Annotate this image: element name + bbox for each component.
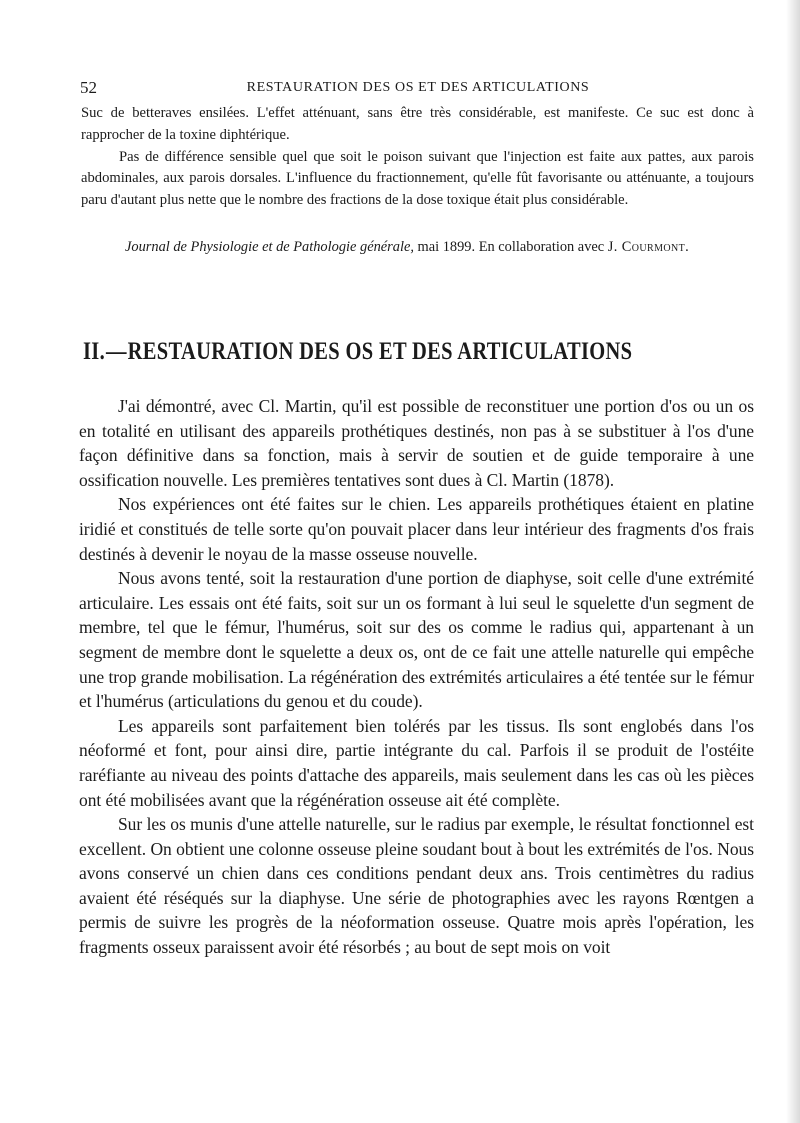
paragraph: Nos expériences ont été faites sur le chien. Les appareils prothétiques étaient en platine iridié et constitués de telle sorte qu'on pouvait placer dans leur intérieur des fragments d'os frais destinés à devenir le noyau de la masse osseuse nouvelle. (79, 494, 754, 564)
paragraph: Nous avons tenté, soit la restauration d'une portion de diaphyse, soit celle d'une extrémité articulaire. Les essais ont été faits, soit sur un os formant à lui seul le squelette d'un segment de membre, tel que le fémur, l'humérus, soit sur des os comme le radius qui, appartenant à un segment de membre dont le squelette a deux os, ont de ce fait une attelle naturelle qui empêche une trop grande mobilisation. La régénération des extrémités articulaires a été tentée sur le fémur et l'humérus (articulations du genou et du coude). (79, 568, 754, 712)
citation (125, 238, 747, 257)
citation-details: mai 1899. En collaboration avec (417, 239, 605, 255)
page-header (80, 76, 756, 100)
section-body (79, 394, 754, 960)
journal-title: Journal de Physiologie et de Pathologie générale, (125, 239, 414, 255)
section-heading (83, 332, 632, 372)
section-title-text: RESTAURATION DES OS ET DES ARTICULATIONS (127, 338, 633, 365)
citation-author: J. Courmont. (607, 239, 690, 255)
page-number: 52 (80, 78, 97, 97)
paragraph: J'ai démontré, avec Cl. Martin, qu'il est possible de reconstituer une portion d'os ou un os en totalité en utilisant des appareils prothétiques destinés, non pas à se substituer à l'os d'une façon définitive dans sa fonction, mais à servir de soutien et de guide temporaire à une ossification nouvelle. Les premières tentatives sont dues à Cl. Martin (1878). (79, 396, 754, 490)
paragraph: Les appareils sont parfaitement bien tolérés par les tissus. Ils sont englobés dans l'os néoformé et font, pour ainsi dire, partie intégrante du cal. Parfois il se produit de l'ostéite raréfiante au niveau des points d'attache des appareils, mais seulement dans les cas où les pièces ont été mobilisées avant que la régénération osseuse ait été complète. (79, 715, 754, 810)
section-dash: — (105, 338, 127, 365)
citation-text (125, 238, 747, 257)
previous-section-ending (81, 103, 754, 212)
paragraph: Suc de betteraves ensilées. L'effet atténuant, sans être très considérable, est manifeste. Ce suc est donc à rapprocher de la toxine diphtérique. (81, 105, 754, 143)
paragraph: Sur les os munis d'une attelle naturelle, sur le radius par exemple, le résultat fonctionnel est excellent. On obtient une colonne osseuse pleine soudant bout à bout les extrémités de l'os. Nous avons conservé un chien dans ces conditions pendant deux ans. Trois centimètres du radius avaient été réséqués sur la diaphyse. Une série de photographies avec les rayons Rœntgen a permis de suivre les progrès de la néoformation osseuse. Quatre mois après l'opération, les fragments osseux paraissent avoir été résorbés ; au bout de sept mois on voit (79, 814, 754, 958)
paragraph: Pas de différence sensible quel que soit le poison suivant que l'injection est faite aux pattes, aux parois abdominales, aux parois dorsales. L'influence du fractionnement, qu'elle fût favorisante ou atténuante, a toujours paru d'autant plus nette que le nombre des fractions de la dose toxique était plus considérable. (81, 148, 754, 209)
running-title: RESTAURATION DES OS ET DES ARTICULATIONS (246, 80, 590, 95)
section-number: II. (83, 338, 106, 365)
